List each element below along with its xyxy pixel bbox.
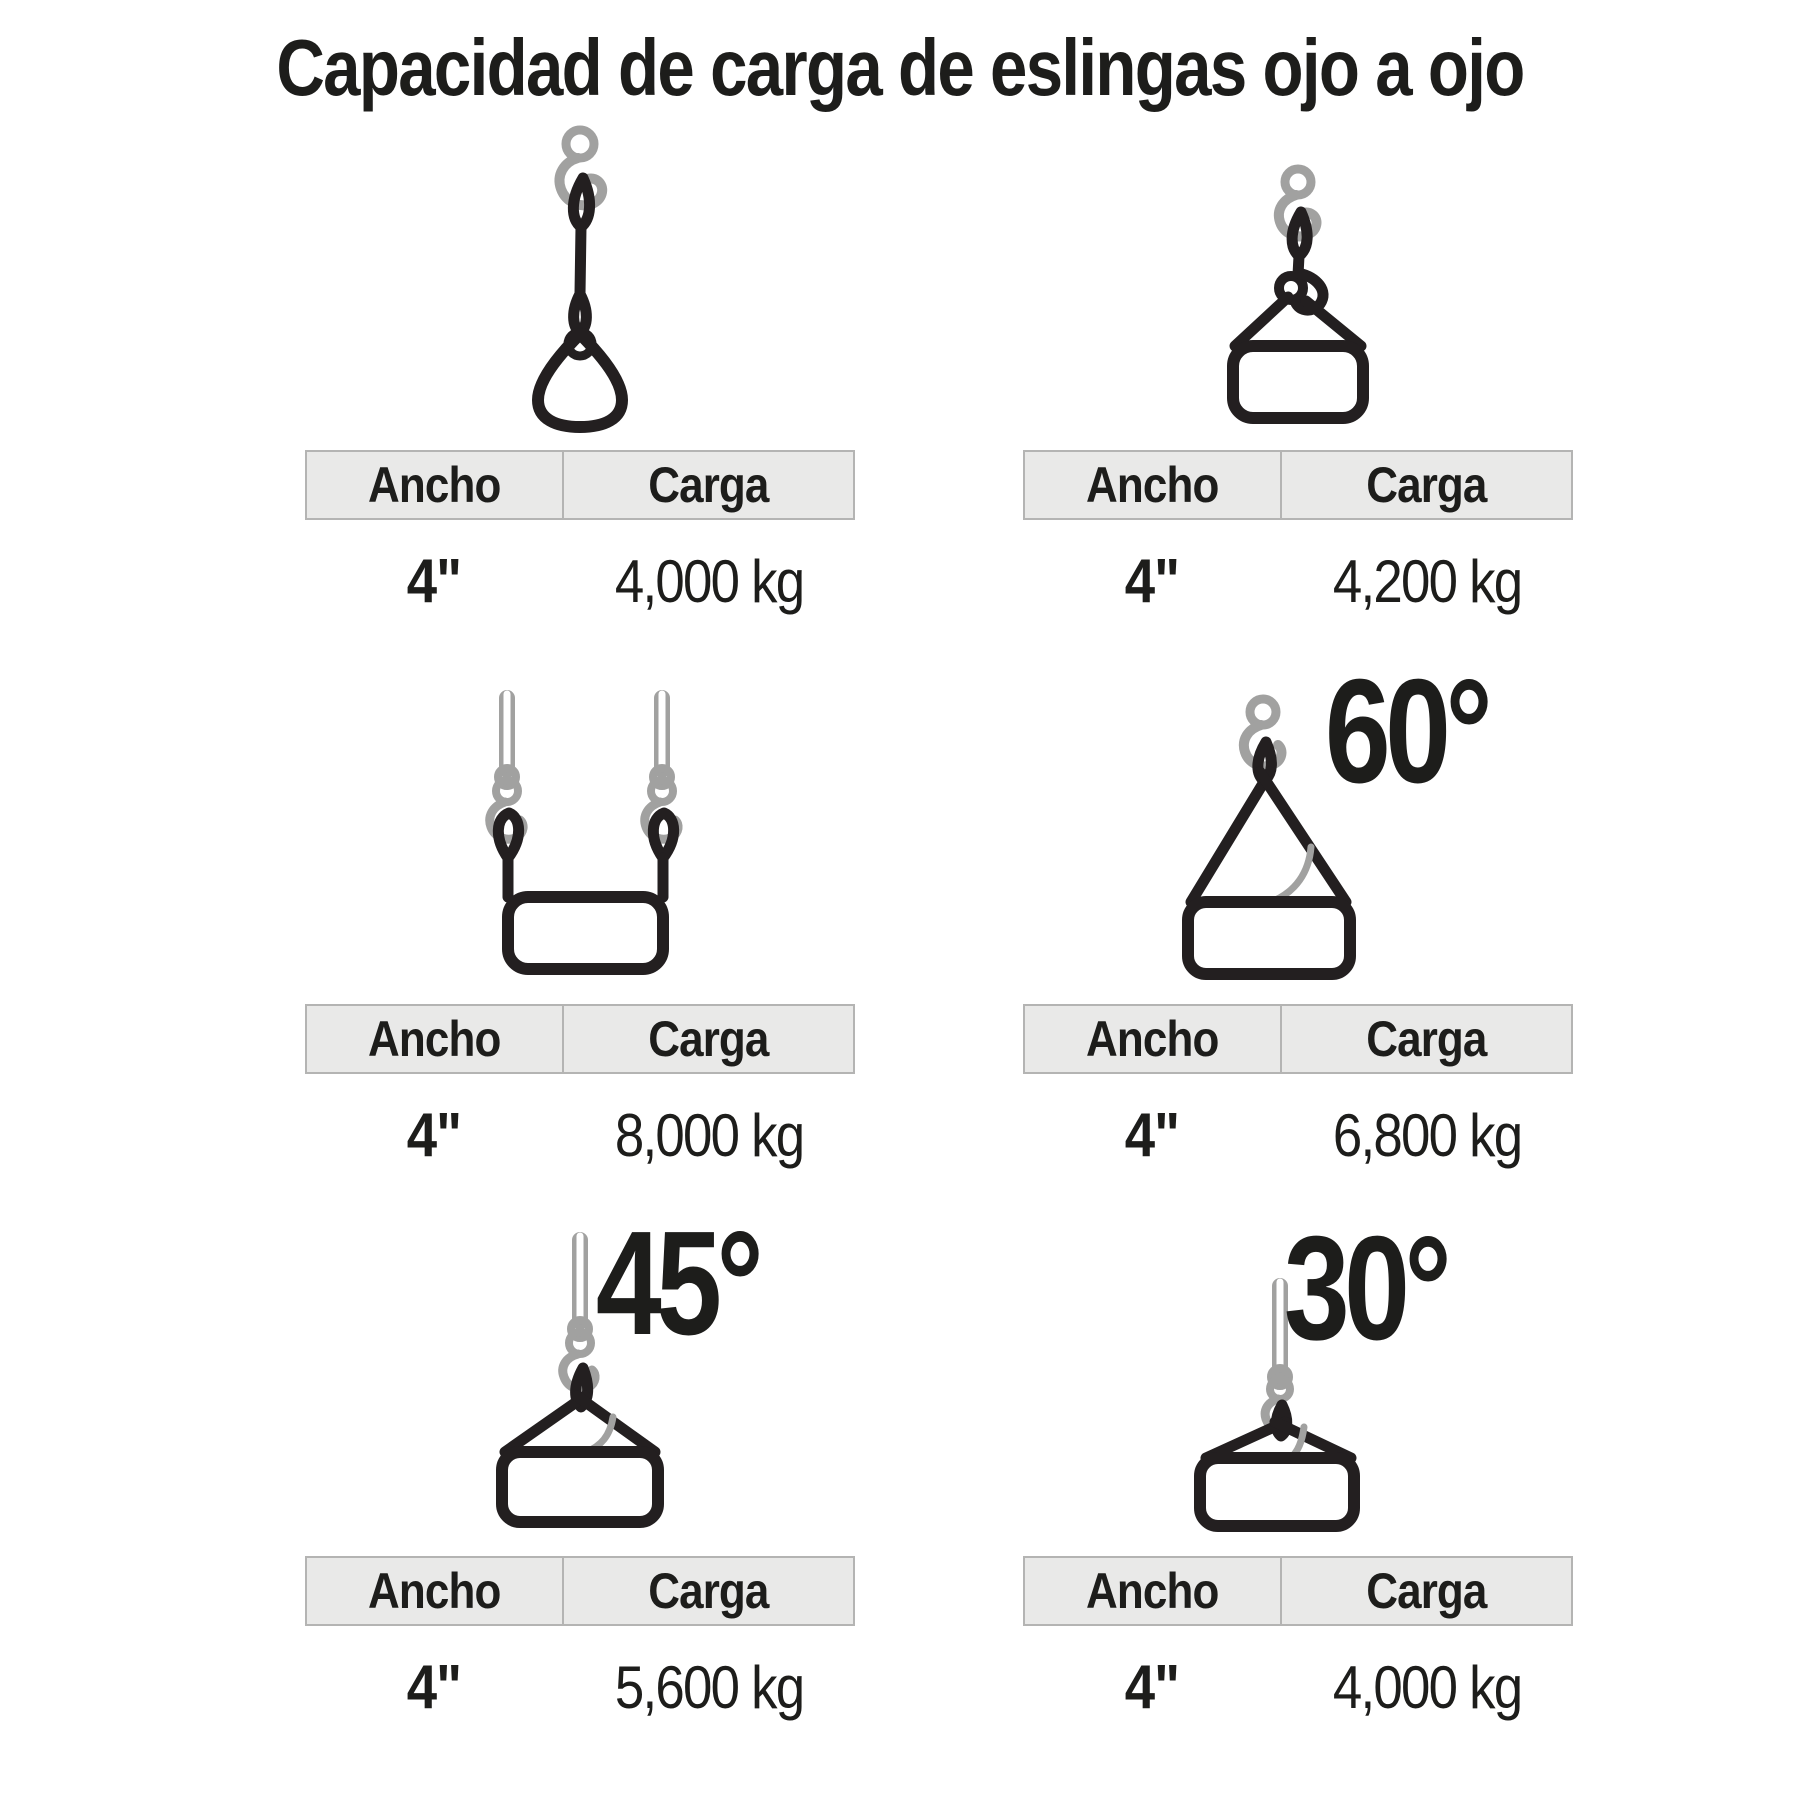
load-box	[502, 1452, 658, 1522]
basket-60-diagram	[1008, 610, 1588, 1004]
panel-basket-hitch-60	[1008, 610, 1588, 1196]
ancho-value: 4"	[407, 1100, 462, 1170]
sling-icon	[1233, 212, 1363, 418]
panel-double-vertical-hitch	[290, 610, 870, 1196]
col-header-ancho: Ancho	[368, 1011, 501, 1067]
angle-label-60: 60°	[1324, 649, 1488, 814]
sling-icon	[502, 1368, 658, 1522]
angle-arc	[1271, 847, 1311, 902]
choker-hitch-diagram	[1008, 122, 1588, 450]
capacity-table	[1023, 1556, 1573, 1748]
panel-vertical-hitch	[290, 122, 870, 642]
col-header-carga: Carga	[1366, 1563, 1487, 1619]
col-header-ancho: Ancho	[368, 457, 501, 513]
crane-wire-icon	[498, 694, 671, 786]
page-title: Capacidad de carga de eslingas ojo a ojo	[276, 23, 1524, 112]
col-header-carga: Carga	[648, 1563, 769, 1619]
load-box	[1233, 346, 1363, 418]
capacity-table	[305, 1556, 855, 1748]
carga-value: 4,000 kg	[1333, 1653, 1522, 1721]
col-header-carga: Carga	[1366, 457, 1487, 513]
col-header-carga: Carga	[648, 1011, 769, 1067]
basket-45-diagram	[290, 1174, 870, 1556]
carga-value: 6,800 kg	[1333, 1101, 1522, 1169]
ancho-value: 4"	[1125, 1652, 1180, 1722]
col-header-ancho: Ancho	[368, 1563, 501, 1619]
col-header-ancho: Ancho	[1086, 1011, 1219, 1067]
angle-label-45: 45°	[595, 1201, 759, 1366]
ancho-value: 4"	[407, 546, 462, 616]
panel-choker-hitch	[1008, 122, 1588, 642]
ancho-value: 4"	[1125, 1100, 1180, 1170]
load-box	[1188, 902, 1350, 974]
col-header-ancho: Ancho	[1086, 1563, 1219, 1619]
ancho-value: 4"	[407, 1652, 462, 1722]
carga-value: 4,200 kg	[1333, 547, 1522, 615]
col-header-ancho: Ancho	[1086, 457, 1219, 513]
double-vertical-diagram	[290, 610, 870, 1004]
col-header-carga: Carga	[1366, 1011, 1487, 1067]
vertical-hitch-diagram	[290, 122, 870, 450]
panel-basket-hitch-45	[290, 1174, 870, 1748]
sling-icon	[1200, 1405, 1354, 1526]
angle-label-30: 30°	[1283, 1206, 1447, 1371]
load-box	[508, 897, 663, 969]
load-box	[1200, 1458, 1354, 1526]
panel-basket-hitch-30	[1008, 1174, 1588, 1748]
sling-icon	[538, 178, 622, 427]
carga-value: 8,000 kg	[615, 1101, 804, 1169]
carga-value: 5,600 kg	[615, 1653, 804, 1721]
capacity-table	[1023, 1004, 1573, 1196]
ancho-value: 4"	[1125, 546, 1180, 616]
carga-value: 4,000 kg	[615, 547, 804, 615]
capacity-table	[305, 1004, 855, 1196]
crane-wire-icon	[571, 1236, 589, 1338]
col-header-carga: Carga	[648, 457, 769, 513]
